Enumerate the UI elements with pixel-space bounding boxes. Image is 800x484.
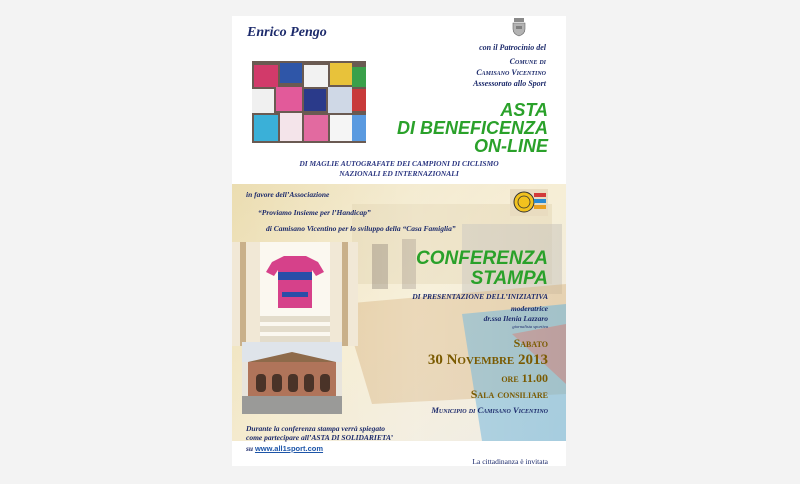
title-line-3: ON-LINE [474, 136, 548, 156]
patronage-line-1: con il Patrocinio del [479, 43, 546, 52]
association-line-3: di Camisano Vicentino per lo sviluppo della “Casa Famiglia” [266, 224, 456, 233]
signed-jerseys-photo [252, 61, 366, 143]
event-place: Municipio di Camisano Vicentino [431, 405, 548, 415]
press-title-line-2: STAMPA [470, 268, 548, 289]
town-hall-photo [242, 342, 342, 414]
subtitle-line-2: NAZIONALI ED INTERNAZIONALI [339, 169, 459, 178]
association-name: “Proviamo Insieme per l’Handicap” [258, 208, 371, 217]
event-date: 30 Novembre 2013 [427, 352, 548, 368]
event-time: ore 11.00 [501, 371, 548, 385]
press-description: DI PRESENTAZIONE DELL’INIZIATIVA [412, 292, 548, 301]
moderator-role: giornalista sportiva [512, 324, 548, 329]
jersey-on-stairs-photo [232, 242, 358, 346]
association-logo-icon [510, 189, 548, 216]
author-name: Enrico Pengo [247, 25, 327, 40]
footer-line-2: come partecipare all’ASTA DI SOLIDARIETA’ [246, 433, 393, 442]
footer-line-1: Durante la conferenza stampa verrà spiegato [246, 424, 385, 433]
moderator-name: dr.ssa Ilenia Lazzaro [483, 314, 548, 323]
title-line-1: ASTA [500, 100, 548, 120]
website-link[interactable]: www.all1sport.com [254, 444, 324, 453]
patronage-municipality-1: Comune di [509, 57, 546, 66]
patronage-municipality-2: Camisano Vicentino [476, 68, 546, 77]
patronage-department: Assessorato allo Sport [473, 79, 546, 88]
association-line-1: in favore dell’Associazione [246, 190, 330, 199]
invitation-note: La cittadinanza è invitata [472, 457, 548, 466]
moderator-label: moderatrice [510, 304, 548, 313]
event-day: Sabato [513, 336, 548, 350]
title-line-2: DI BENEFICENZA [396, 118, 548, 138]
event-venue: Sala consiliare [470, 387, 548, 401]
footer-link-prefix: su [246, 444, 254, 453]
municipal-crest-icon [510, 17, 528, 37]
press-conference-title: CONFERENZA [416, 248, 548, 269]
footer-link-line [246, 444, 323, 453]
subtitle-line-1: DI MAGLIE AUTOGRAFATE DEI CAMPIONI DI CICLISMO [299, 159, 499, 168]
poster [232, 16, 566, 466]
